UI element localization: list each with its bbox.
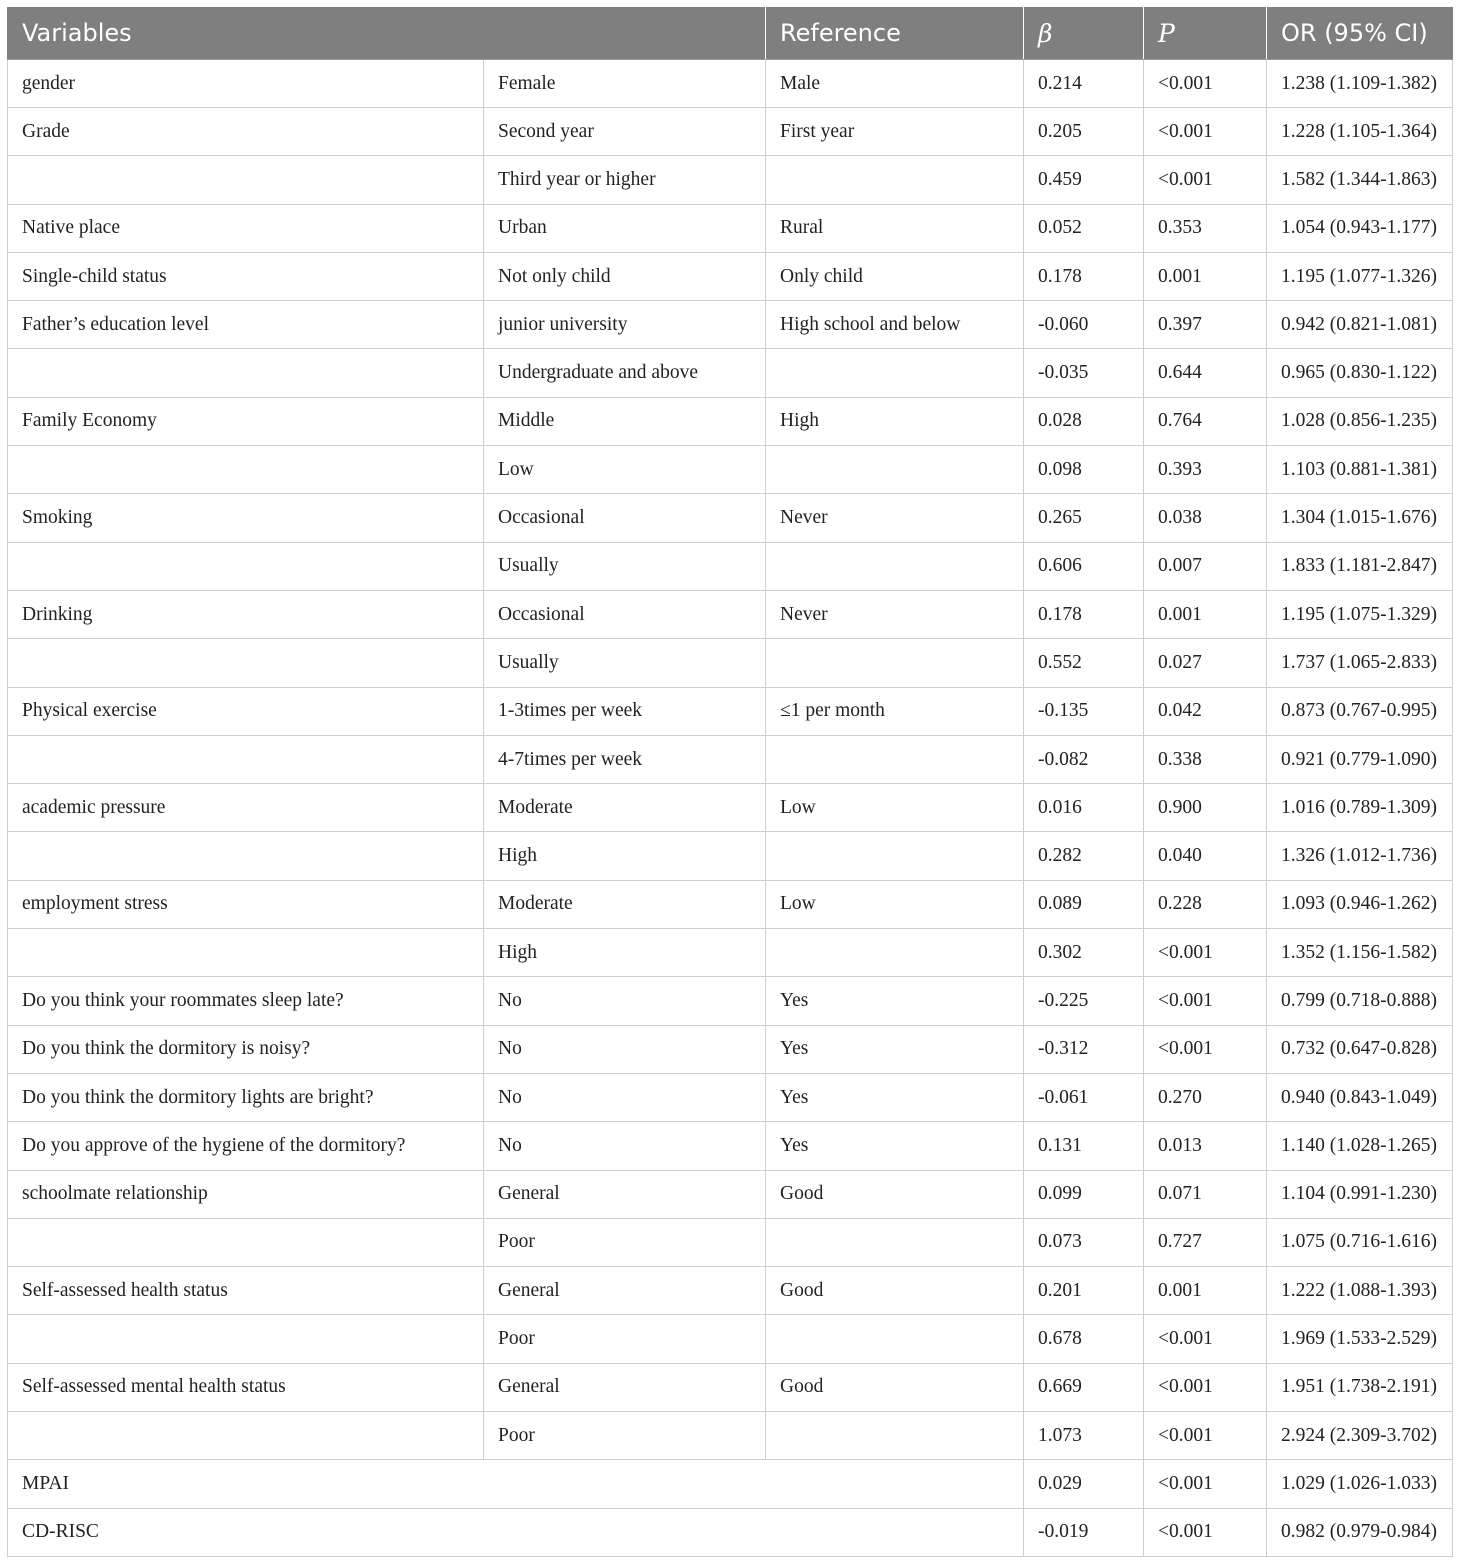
cell-p: 0.001 [1144, 590, 1267, 638]
cell-p: <0.001 [1144, 1363, 1267, 1411]
cell-beta: 0.265 [1024, 494, 1144, 542]
cell-or: 0.940 (0.843-1.049) [1267, 1073, 1453, 1121]
cell-variable: Do you think the dormitory lights are bright? [8, 1073, 484, 1121]
cell-p: 0.764 [1144, 397, 1267, 445]
table-row [8, 1412, 1453, 1460]
cell-p: <0.001 [1144, 1315, 1267, 1363]
regression-table [7, 7, 1453, 1557]
cell-p: <0.001 [1144, 929, 1267, 977]
cell-beta: 0.099 [1024, 1170, 1144, 1218]
table-row [8, 1073, 1453, 1121]
cell-beta: -0.135 [1024, 687, 1144, 735]
cell-variable: gender [8, 60, 484, 108]
cell-or: 1.028 (0.856-1.235) [1267, 397, 1453, 445]
cell-or: 0.873 (0.767-0.995) [1267, 687, 1453, 735]
cell-level: General [484, 1363, 766, 1411]
cell-beta: 0.214 [1024, 60, 1144, 108]
cell-reference: First year [766, 108, 1024, 156]
table-row [8, 301, 1453, 349]
cell-variable [8, 349, 484, 397]
cell-level: 4-7times per week [484, 735, 766, 783]
cell-reference [766, 542, 1024, 590]
cell-or: 1.238 (1.109-1.382) [1267, 60, 1453, 108]
cell-level: Urban [484, 204, 766, 252]
cell-level: High [484, 929, 766, 977]
cell-variable: Smoking [8, 494, 484, 542]
cell-beta: 0.098 [1024, 446, 1144, 494]
table-row [8, 639, 1453, 687]
cell-variable [8, 1412, 484, 1460]
cell-beta: 0.178 [1024, 252, 1144, 300]
table-row [8, 1122, 1453, 1170]
cell-beta: 0.282 [1024, 832, 1144, 880]
cell-beta: 0.606 [1024, 542, 1144, 590]
cell-p: <0.001 [1144, 156, 1267, 204]
cell-or: 1.326 (1.012-1.736) [1267, 832, 1453, 880]
cell-reference: Good [766, 1363, 1024, 1411]
cell-or: 1.029 (1.026-1.033) [1267, 1460, 1453, 1508]
cell-p: 0.228 [1144, 880, 1267, 928]
cell-beta: 0.073 [1024, 1218, 1144, 1266]
cell-or: 1.195 (1.077-1.326) [1267, 252, 1453, 300]
cell-variable: Self-assessed mental health status [8, 1363, 484, 1411]
cell-reference [766, 639, 1024, 687]
cell-variable [8, 929, 484, 977]
cell-variable [8, 156, 484, 204]
cell-level: Moderate [484, 880, 766, 928]
cell-p: 0.042 [1144, 687, 1267, 735]
cell-reference: High [766, 397, 1024, 445]
cell-reference: ≤1 per month [766, 687, 1024, 735]
table-row [8, 1363, 1453, 1411]
cell-p: 0.027 [1144, 639, 1267, 687]
cell-or: 1.228 (1.105-1.364) [1267, 108, 1453, 156]
cell-variable: academic pressure [8, 784, 484, 832]
cell-beta: 1.073 [1024, 1412, 1144, 1460]
cell-beta: 0.205 [1024, 108, 1144, 156]
cell-level: Low [484, 446, 766, 494]
cell-or: 0.799 (0.718-0.888) [1267, 977, 1453, 1025]
cell-p: 0.007 [1144, 542, 1267, 590]
cell-beta: 0.028 [1024, 397, 1144, 445]
table-row [8, 1460, 1453, 1508]
cell-p: 0.393 [1144, 446, 1267, 494]
cell-beta: -0.082 [1024, 735, 1144, 783]
cell-variable: Father’s education level [8, 301, 484, 349]
cell-reference: Yes [766, 977, 1024, 1025]
cell-level: Middle [484, 397, 766, 445]
cell-reference: Yes [766, 1025, 1024, 1073]
cell-p: 0.038 [1144, 494, 1267, 542]
table-body [8, 60, 1453, 1557]
cell-level: Usually [484, 542, 766, 590]
cell-beta: -0.035 [1024, 349, 1144, 397]
cell-variable: Grade [8, 108, 484, 156]
cell-level: Usually [484, 639, 766, 687]
cell-beta: 0.201 [1024, 1267, 1144, 1315]
cell-variable: Self-assessed health status [8, 1267, 484, 1315]
cell-reference [766, 349, 1024, 397]
cell-beta: -0.225 [1024, 977, 1144, 1025]
cell-reference: High school and below [766, 301, 1024, 349]
cell-reference: Never [766, 590, 1024, 638]
cell-level: Undergraduate and above [484, 349, 766, 397]
table-row [8, 542, 1453, 590]
cell-or: 0.732 (0.647-0.828) [1267, 1025, 1453, 1073]
table-row [8, 252, 1453, 300]
cell-level: General [484, 1170, 766, 1218]
cell-beta: 0.131 [1024, 1122, 1144, 1170]
cell-variable [8, 1218, 484, 1266]
cell-level: junior university [484, 301, 766, 349]
cell-p: 0.001 [1144, 1267, 1267, 1315]
table-row [8, 929, 1453, 977]
table-row [8, 1508, 1453, 1556]
cell-variable: schoolmate relationship [8, 1170, 484, 1218]
cell-reference: Never [766, 494, 1024, 542]
cell-or: 1.054 (0.943-1.177) [1267, 204, 1453, 252]
cell-variable [8, 832, 484, 880]
cell-reference: Rural [766, 204, 1024, 252]
table-row [8, 494, 1453, 542]
cell-variable: Family Economy [8, 397, 484, 445]
cell-variable: Physical exercise [8, 687, 484, 735]
cell-reference: Good [766, 1267, 1024, 1315]
cell-beta: -0.060 [1024, 301, 1144, 349]
cell-or: 1.104 (0.991-1.230) [1267, 1170, 1453, 1218]
cell-beta: 0.459 [1024, 156, 1144, 204]
cell-level: Poor [484, 1412, 766, 1460]
header-beta: β [1024, 7, 1144, 60]
cell-beta: 0.302 [1024, 929, 1144, 977]
cell-reference [766, 929, 1024, 977]
cell-variable: employment stress [8, 880, 484, 928]
cell-level: 1-3times per week [484, 687, 766, 735]
cell-reference [766, 735, 1024, 783]
cell-p: 0.644 [1144, 349, 1267, 397]
cell-variable [8, 1315, 484, 1363]
cell-beta: -0.019 [1024, 1508, 1144, 1556]
cell-p: 0.013 [1144, 1122, 1267, 1170]
table-row [8, 349, 1453, 397]
table-row [8, 1267, 1453, 1315]
table-row [8, 977, 1453, 1025]
header-p: P [1144, 7, 1267, 60]
cell-reference [766, 1412, 1024, 1460]
cell-or: 0.942 (0.821-1.081) [1267, 301, 1453, 349]
cell-or: 1.969 (1.533-2.529) [1267, 1315, 1453, 1363]
cell-p: 0.071 [1144, 1170, 1267, 1218]
header-or: OR (95% CI) [1267, 7, 1453, 60]
cell-beta: -0.312 [1024, 1025, 1144, 1073]
cell-level: No [484, 1025, 766, 1073]
cell-reference: Yes [766, 1073, 1024, 1121]
cell-or: 0.921 (0.779-1.090) [1267, 735, 1453, 783]
cell-or: 1.103 (0.881-1.381) [1267, 446, 1453, 494]
table-row [8, 1315, 1453, 1363]
cell-or: 1.352 (1.156-1.582) [1267, 929, 1453, 977]
cell-p: 0.040 [1144, 832, 1267, 880]
cell-p: 0.338 [1144, 735, 1267, 783]
cell-p: <0.001 [1144, 1508, 1267, 1556]
cell-variable [8, 639, 484, 687]
cell-variable: Single-child status [8, 252, 484, 300]
cell-or: 1.016 (0.789-1.309) [1267, 784, 1453, 832]
cell-level: No [484, 1073, 766, 1121]
table-row [8, 590, 1453, 638]
cell-level: Poor [484, 1218, 766, 1266]
table-header [8, 7, 1453, 60]
cell-level: Not only child [484, 252, 766, 300]
cell-variable: Do you approve of the hygiene of the dormitory? [8, 1122, 484, 1170]
table-row [8, 204, 1453, 252]
cell-level: Third year or higher [484, 156, 766, 204]
cell-or: 1.140 (1.028-1.265) [1267, 1122, 1453, 1170]
cell-or: 1.951 (1.738-2.191) [1267, 1363, 1453, 1411]
cell-reference [766, 446, 1024, 494]
cell-reference [766, 1218, 1024, 1266]
table-row [8, 60, 1453, 108]
table-row [8, 156, 1453, 204]
cell-p: <0.001 [1144, 1025, 1267, 1073]
cell-variable [8, 735, 484, 783]
cell-p: <0.001 [1144, 977, 1267, 1025]
cell-reference: Male [766, 60, 1024, 108]
cell-level: Moderate [484, 784, 766, 832]
cell-reference: Low [766, 784, 1024, 832]
cell-level: Occasional [484, 590, 766, 638]
cell-beta: 0.178 [1024, 590, 1144, 638]
cell-variable [8, 542, 484, 590]
cell-or: 0.982 (0.979-0.984) [1267, 1508, 1453, 1556]
cell-level: Occasional [484, 494, 766, 542]
cell-variable: MPAI [8, 1460, 1024, 1508]
table-row [8, 880, 1453, 928]
cell-variable: CD-RISC [8, 1508, 1024, 1556]
cell-level: High [484, 832, 766, 880]
cell-reference: Only child [766, 252, 1024, 300]
table-row [8, 784, 1453, 832]
cell-p: <0.001 [1144, 60, 1267, 108]
cell-or: 0.965 (0.830-1.122) [1267, 349, 1453, 397]
cell-or: 1.075 (0.716-1.616) [1267, 1218, 1453, 1266]
table-row [8, 687, 1453, 735]
cell-level: Poor [484, 1315, 766, 1363]
cell-beta: 0.029 [1024, 1460, 1144, 1508]
table-row [8, 1218, 1453, 1266]
cell-variable: Do you think your roommates sleep late? [8, 977, 484, 1025]
cell-p: <0.001 [1144, 108, 1267, 156]
cell-variable [8, 446, 484, 494]
cell-reference: Good [766, 1170, 1024, 1218]
cell-or: 1.833 (1.181-2.847) [1267, 542, 1453, 590]
cell-or: 1.304 (1.015-1.676) [1267, 494, 1453, 542]
cell-reference [766, 156, 1024, 204]
cell-reference: Low [766, 880, 1024, 928]
cell-level: Second year [484, 108, 766, 156]
cell-level: Female [484, 60, 766, 108]
cell-beta: -0.061 [1024, 1073, 1144, 1121]
cell-beta: 0.089 [1024, 880, 1144, 928]
cell-p: 0.900 [1144, 784, 1267, 832]
cell-variable: Do you think the dormitory is noisy? [8, 1025, 484, 1073]
cell-reference [766, 1315, 1024, 1363]
cell-beta: 0.678 [1024, 1315, 1144, 1363]
table-row [8, 446, 1453, 494]
cell-p: 0.270 [1144, 1073, 1267, 1121]
regression-table-container [7, 7, 1452, 1557]
cell-level: General [484, 1267, 766, 1315]
cell-p: 0.397 [1144, 301, 1267, 349]
cell-beta: 0.052 [1024, 204, 1144, 252]
table-row [8, 1025, 1453, 1073]
cell-p: <0.001 [1144, 1412, 1267, 1460]
cell-level: No [484, 977, 766, 1025]
cell-or: 1.093 (0.946-1.262) [1267, 880, 1453, 928]
cell-or: 1.195 (1.075-1.329) [1267, 590, 1453, 638]
cell-or: 1.222 (1.088-1.393) [1267, 1267, 1453, 1315]
table-row [8, 108, 1453, 156]
cell-or: 1.737 (1.065-2.833) [1267, 639, 1453, 687]
header-reference: Reference [766, 7, 1024, 60]
table-row [8, 1170, 1453, 1218]
cell-level: No [484, 1122, 766, 1170]
header-row [8, 7, 1453, 60]
cell-p: 0.727 [1144, 1218, 1267, 1266]
cell-beta: 0.016 [1024, 784, 1144, 832]
cell-p: 0.353 [1144, 204, 1267, 252]
cell-reference: Yes [766, 1122, 1024, 1170]
table-row [8, 832, 1453, 880]
cell-reference [766, 832, 1024, 880]
table-row [8, 397, 1453, 445]
cell-or: 2.924 (2.309-3.702) [1267, 1412, 1453, 1460]
cell-beta: 0.669 [1024, 1363, 1144, 1411]
cell-p: 0.001 [1144, 252, 1267, 300]
cell-or: 1.582 (1.344-1.863) [1267, 156, 1453, 204]
cell-variable: Drinking [8, 590, 484, 638]
cell-beta: 0.552 [1024, 639, 1144, 687]
table-row [8, 735, 1453, 783]
cell-variable: Native place [8, 204, 484, 252]
header-variables: Variables [8, 7, 766, 60]
cell-p: <0.001 [1144, 1460, 1267, 1508]
